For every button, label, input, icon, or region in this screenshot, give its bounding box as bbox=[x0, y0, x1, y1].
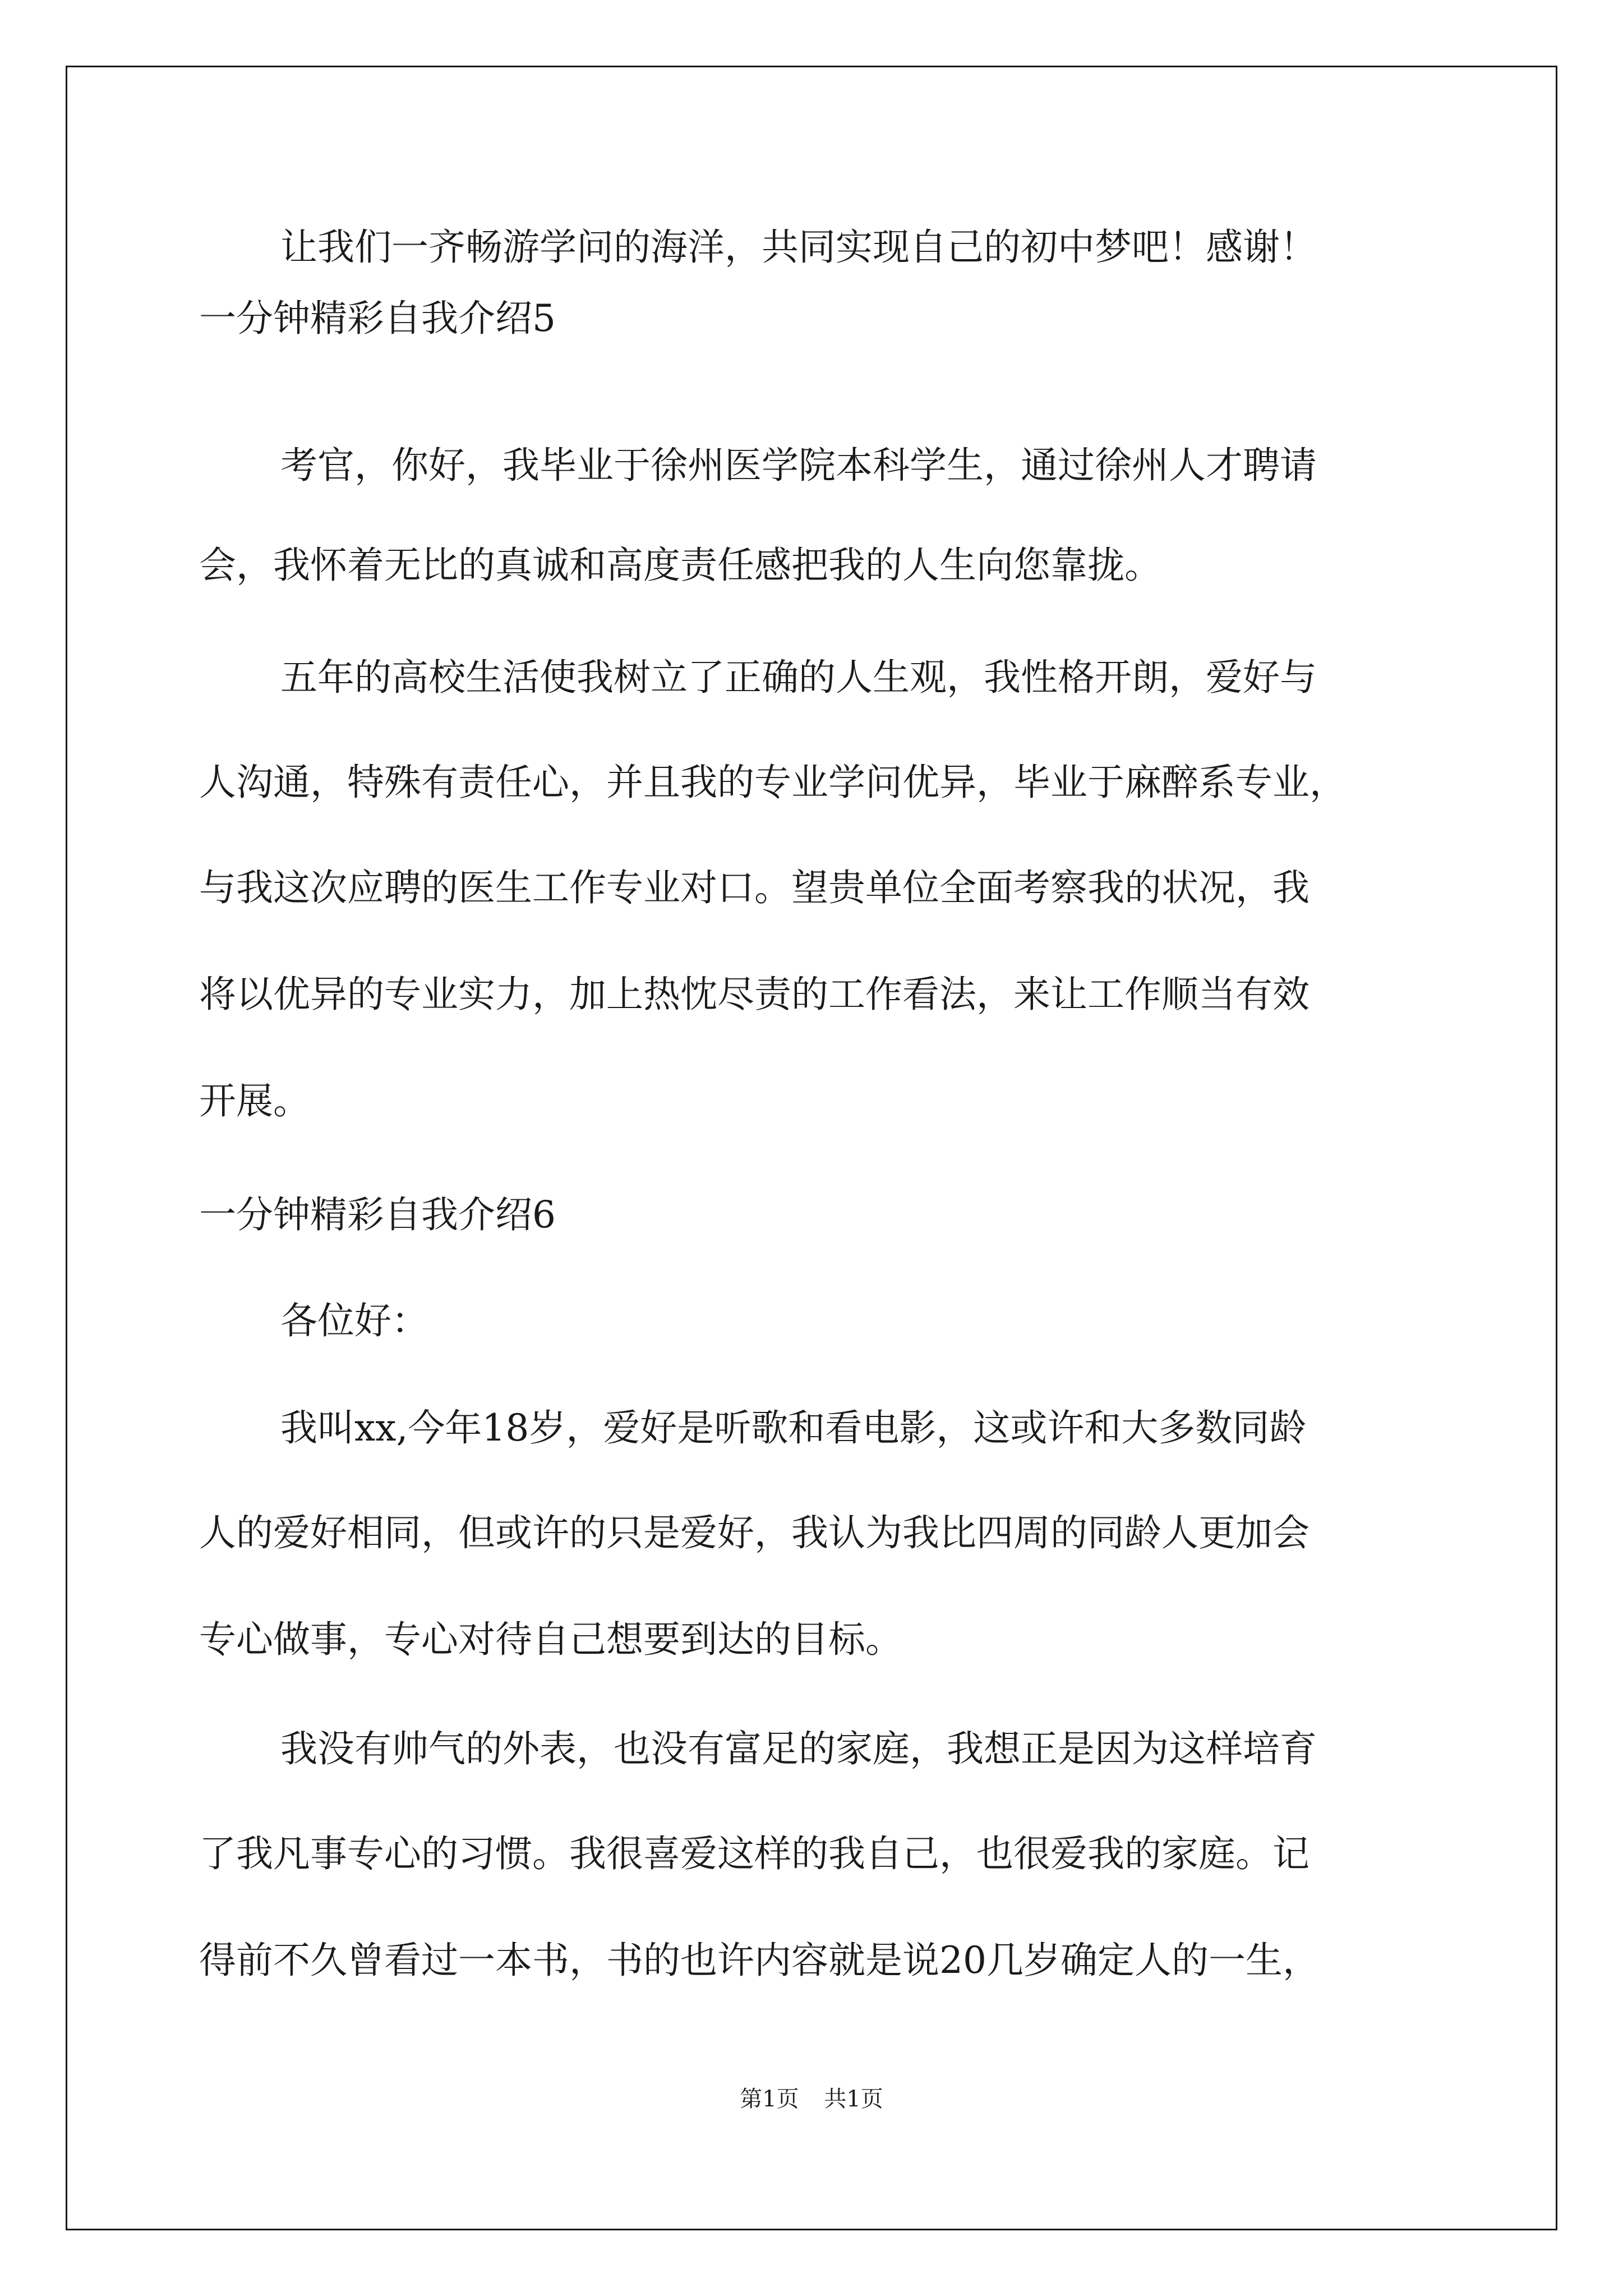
paragraph-line: 五年的高校生活使我树立了正确的人生观，我性格开朗，爱好与 bbox=[280, 656, 1317, 699]
section-heading-5: 一分钟精彩自我介绍5 bbox=[199, 297, 556, 340]
paragraph-line: 将以优异的专业实力，加上热忱尽责的工作看法，来让工作顺当有效 bbox=[199, 973, 1310, 1016]
paragraph-line: 开展。 bbox=[199, 1079, 310, 1122]
page-total: 共1页 bbox=[824, 2086, 883, 2112]
paragraph-line: 会，我怀着无比的真诚和高度责任感把我的人生向您靠拢。 bbox=[199, 544, 1161, 587]
paragraph-line: 我叫xx,今年18岁，爱好是听歌和看电影，这或许和大多数同龄 bbox=[280, 1406, 1307, 1450]
page-border bbox=[66, 66, 1557, 2230]
paragraph-line: 考官，你好，我毕业于徐州医学院本科学生，通过徐州人才聘请 bbox=[280, 444, 1317, 487]
paragraph-line: 人沟通，特殊有责任心，并且我的专业学问优异，毕业于麻醉系专业， bbox=[199, 761, 1347, 804]
paragraph-line: 各位好： bbox=[280, 1299, 428, 1342]
paragraph-line: 我没有帅气的外表，也没有富足的家庭，我想正是因为这样培育 bbox=[280, 1727, 1317, 1770]
section-heading-6: 一分钟精彩自我介绍6 bbox=[199, 1193, 556, 1236]
page-footer bbox=[0, 2081, 1623, 2113]
page-number: 第1页 bbox=[740, 2086, 799, 2112]
paragraph-line: 专心做事，专心对待自己想要到达的目标。 bbox=[199, 1618, 902, 1661]
paragraph-line: 了我凡事专心的习惯。我很喜爱这样的我自己，也很爱我的家庭。记 bbox=[199, 1832, 1310, 1875]
paragraph-line: 人的爱好相同，但或许的只是爱好，我认为我比四周的同龄人更加会 bbox=[199, 1511, 1310, 1554]
paragraph-line: 与我这次应聘的医生工作专业对口。望贵单位全面考察我的状况，我 bbox=[199, 866, 1310, 909]
paragraph-line: 让我们一齐畅游学问的海洋，共同实现自己的初中梦吧！感谢！ bbox=[280, 226, 1317, 269]
paragraph-line: 得前不久曾看过一本书，书的也许内容就是说20几岁确定人的一生， bbox=[199, 1939, 1320, 1982]
